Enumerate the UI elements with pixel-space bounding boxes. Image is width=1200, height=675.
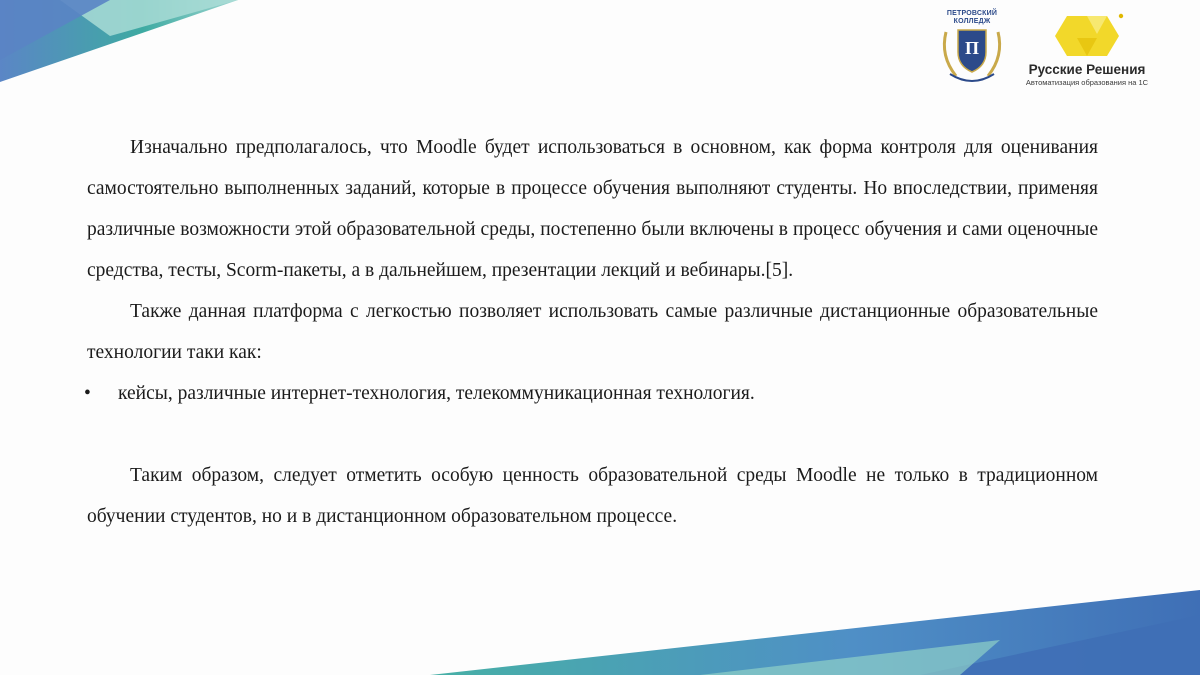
paragraph-1: Изначально предполагалось, что Moodle будет использоваться в основном, как форма контроля для оценивания самостоятельно выполненных заданий, которые в процессе обучения выполняют студенты. Но впоследствии, применяя различные возможности этой образовательной среды, постепенно были включены в процесс обучения и сами оценочные средства, тесты, Scorm-пакеты, а в дальнейшем, презентации лекций и вебинары.[5]. [87,137,1098,281]
header-logos [936,10,1148,88]
college-logo [936,10,1008,88]
brand-tagline: Автоматизация образования на 1С [1025,77,1149,87]
college-crest-icon [936,26,1008,88]
brand-mark-icon [1049,12,1125,60]
bullet-item [84,373,1098,414]
paragraph-2: Также данная платформа с легкостью позволяет использовать самые различные дистанционные образовательные технологии таки как: [87,301,1098,363]
bullet-marker: • [84,383,91,404]
bottom-right-stripes [430,590,1200,675]
college-name-line2: КОЛЛЕДЖ [953,18,991,25]
paragraph-3: Таким образом, следует отметить особую ценность образовательной среды Moodle не только в традиционном обучении студентов, но и в дистанционном образовательном процессе. [87,465,1098,527]
college-name-line1: ПЕТРОВСКИЙ [946,10,998,17]
brand-name: Русские Решения [1028,61,1146,77]
svg-text:П: П [964,38,980,58]
brand-logo [1026,12,1148,87]
spacer [87,414,1098,455]
bullet-text: кейсы, различные интернет-технология, телекоммуникационная технология. [118,383,755,404]
top-left-stripes [0,0,238,82]
slide-body [84,127,1098,537]
